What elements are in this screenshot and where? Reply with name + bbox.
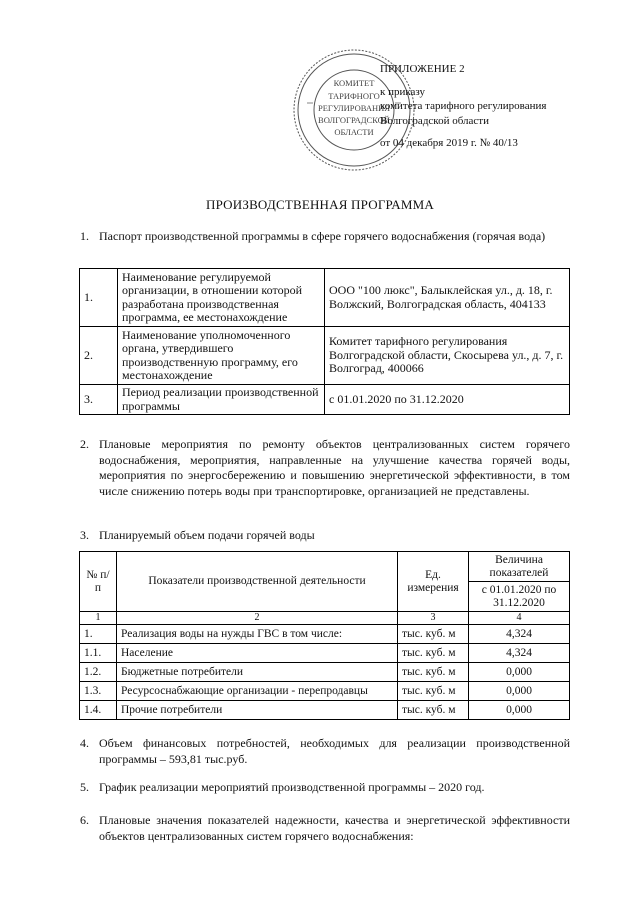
passport-num: 2.: [80, 327, 118, 385]
section-6-number: 6.: [80, 813, 89, 827]
row-unit: тыс. куб. м: [398, 625, 469, 644]
row-num: 1.3.: [80, 682, 117, 701]
index-cell: 3: [398, 612, 469, 625]
header-period: с 01.01.2020 по 31.12.2020: [469, 582, 570, 612]
row-unit: тыс. куб. м: [398, 701, 469, 720]
appendix-date: от 04 декабря 2019 г. № 40/13: [380, 137, 518, 149]
passport-value: ООО "100 люкс", Балыклейская ул., д. 18, г. Волжский, Волгоградская область, 404133: [325, 269, 570, 327]
passport-num: 1.: [80, 269, 118, 327]
stamp-line-3: РЕГУЛИРОВАНИЯ: [318, 103, 390, 113]
row-name: Население: [117, 644, 398, 663]
section-3-text: Планируемый объем подачи горячей воды: [99, 528, 315, 542]
document-title: ПРОИЗВОДСТВЕННАЯ ПРОГРАММА: [206, 197, 434, 212]
row-name: Ресурсоснабжающие организации - перепродавцы: [117, 682, 398, 701]
stamp-line-1: КОМИТЕТ: [333, 78, 375, 88]
row-num: 1.4.: [80, 701, 117, 720]
header-indicator: Показатели производственной деятельности: [117, 552, 398, 612]
section-2: [80, 437, 570, 499]
row-unit: тыс. куб. м: [398, 663, 469, 682]
passport-value: с 01.01.2020 по 31.12.2020: [325, 385, 570, 415]
row-value: 0,000: [469, 663, 570, 682]
table-row: [80, 385, 570, 415]
table-header-row: [80, 552, 570, 582]
stamp-line-2: ТАРИФНОГО: [328, 91, 380, 101]
row-name: Реализация воды на нужды ГВС в том числе:: [117, 625, 398, 644]
table-row: [80, 644, 570, 663]
passport-table: [79, 268, 570, 415]
row-value: 4,324: [469, 644, 570, 663]
table-row: [80, 269, 570, 327]
section-5-number: 5.: [80, 780, 89, 794]
section-4-number: 4.: [80, 736, 89, 750]
appendix-header: [380, 62, 630, 151]
header-num: № п/п: [80, 552, 117, 612]
passport-label: Наименование регулируемой организации, в отношении которой разработана производственная программа, ее местонахождение: [118, 269, 325, 327]
row-value: 4,324: [469, 625, 570, 644]
passport-label: Наименование уполномоченного органа, утвердившего производственную программу, его местонахождение: [118, 327, 325, 385]
table-row: [80, 701, 570, 720]
row-num: 1.: [80, 625, 117, 644]
section-4: [80, 736, 570, 767]
header-value: Величина показателей: [469, 552, 570, 582]
section-2-number: 2.: [80, 437, 89, 451]
section-6-text: Плановые значения показателей надежности, качества и энергетической эффективности объектов централизованных систем горячего водоснабжения:: [99, 813, 570, 843]
row-name: Бюджетные потребители: [117, 663, 398, 682]
table-row: [80, 663, 570, 682]
row-value: 0,000: [469, 682, 570, 701]
volume-table: [79, 551, 570, 720]
table-index-row: [80, 612, 570, 625]
row-unit: тыс. куб. м: [398, 682, 469, 701]
section-1-text: Паспорт производственной программы в сфере горячего водоснабжения (горячая вода): [99, 229, 546, 243]
appendix-order-ref: к приказу: [380, 85, 426, 98]
section-1-number: 1.: [80, 229, 89, 243]
passport-value: Комитет тарифного регулирования Волгоградской области, Скосырева ул., д. 7, г. Волгоград, 400066: [325, 327, 570, 385]
section-5: [80, 780, 570, 796]
table-row: [80, 682, 570, 701]
row-unit: тыс. куб. м: [398, 644, 469, 663]
row-num: 1.1.: [80, 644, 117, 663]
section-3: [80, 528, 570, 544]
row-num: 1.2.: [80, 663, 117, 682]
section-1: [80, 229, 570, 245]
table-row: [80, 625, 570, 644]
index-cell: 1: [80, 612, 117, 625]
index-cell: 2: [117, 612, 398, 625]
section-5-text: График реализации мероприятий производственной программы – 2020 год.: [99, 780, 485, 794]
table-row: [80, 327, 570, 385]
stamp-line-5: ОБЛАСТИ: [334, 127, 374, 137]
appendix-title: ПРИЛОЖЕНИЕ 2: [380, 63, 465, 75]
header-unit: Ед. измерения: [398, 552, 469, 612]
section-4-text: Объем финансовых потребностей, необходимых для реализации производственной программы – 593,81 тыс.руб.: [99, 736, 570, 766]
stamp-line-4: ВОЛГОГРАДСКОЙ: [318, 115, 390, 125]
section-3-number: 3.: [80, 528, 89, 542]
appendix-region: Волгоградской области: [380, 114, 489, 127]
section-2-text: Плановые мероприятия по ремонту объектов централизованных систем горячего водоснабжения, мероприятия, направленные на улучшение качества горячей воды, мероприятия по энергосбережению и повышению энергетической эффективности, в том числе снижению потерь воды при транспортировке, организацией не представлены.: [99, 437, 570, 498]
row-name: Прочие потребители: [117, 701, 398, 720]
index-cell: 4: [469, 612, 570, 625]
section-6: [80, 813, 570, 844]
row-value: 0,000: [469, 701, 570, 720]
passport-num: 3.: [80, 385, 118, 415]
passport-label: Период реализации производственной программы: [118, 385, 325, 415]
appendix-committee: комитета тарифного регулирования: [380, 100, 547, 112]
